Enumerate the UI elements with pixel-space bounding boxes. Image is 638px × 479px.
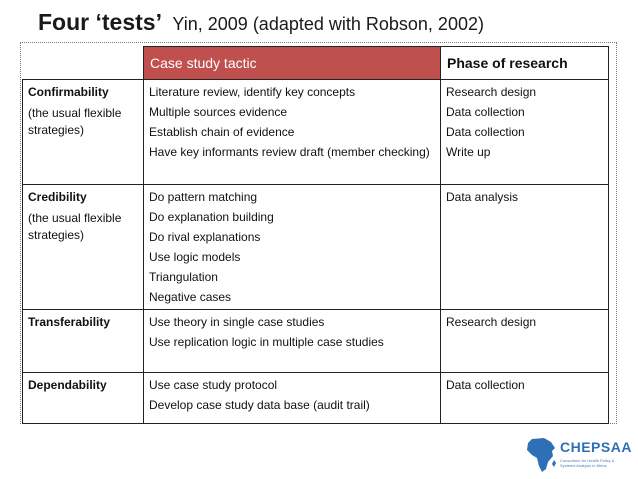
tactic-item: Develop case study data base (audit trail) (149, 398, 370, 412)
test-cell (23, 310, 144, 373)
test-name: Credibility (28, 190, 87, 204)
test-name: Transferability (28, 315, 111, 329)
header-blank-cell (23, 47, 144, 80)
test-cell (23, 185, 144, 310)
tactic-item: Negative cases (149, 290, 232, 304)
tactic-item: Use replication logic in multiple case studies (149, 335, 384, 349)
table-header-row (23, 47, 609, 80)
phase-item: Research design (446, 85, 537, 99)
tactic-item: Do explanation building (149, 210, 274, 224)
tactics-cell (144, 185, 441, 310)
tactics-cell (144, 310, 441, 373)
phase-cell (441, 310, 609, 373)
table-row-transferability (23, 310, 609, 373)
title-main: Four ‘tests’ (38, 9, 162, 35)
tactic-item: Use logic models (149, 250, 241, 264)
tactic-item: Literature review, identify key concepts (149, 85, 356, 99)
phase-item: Data collection (446, 125, 525, 139)
header-case-study-tactic: Case study tactic (144, 47, 441, 80)
title-citation: Yin, 2009 (adapted with Robson, 2002) (172, 14, 484, 34)
test-note: (the usual flexible strategies) (28, 211, 122, 242)
africa-map-icon (524, 436, 558, 474)
table-row-confirmability (23, 80, 609, 185)
chepsaa-logo (524, 436, 632, 474)
tests-table (22, 46, 609, 424)
table-row-dependability (23, 373, 609, 424)
phase-cell (441, 80, 609, 185)
phase-item: Research design (446, 315, 537, 329)
tactic-item: Do rival explanations (149, 230, 261, 244)
tactic-item: Do pattern matching (149, 190, 258, 204)
header-phase-of-research: Phase of research (441, 47, 609, 80)
tactics-cell (144, 80, 441, 185)
tactic-item: Triangulation (149, 270, 218, 284)
phase-item: Data collection (446, 105, 525, 119)
phase-cell (441, 185, 609, 310)
test-cell (23, 373, 144, 424)
tactic-item: Use theory in single case studies (149, 315, 325, 329)
tactic-item: Establish chain of evidence (149, 125, 295, 139)
test-name: Dependability (28, 378, 107, 392)
tactic-item: Use case study protocol (149, 378, 278, 392)
tactic-item: Multiple sources evidence (149, 105, 288, 119)
test-note: (the usual flexible strategies) (28, 106, 122, 137)
tactics-cell (144, 373, 441, 424)
phase-item: Write up (446, 145, 491, 159)
tactic-item: Have key informants review draft (member checking) (149, 145, 430, 159)
test-cell (23, 80, 144, 185)
phase-cell (441, 373, 609, 424)
phase-item: Data analysis (446, 190, 519, 204)
phase-item: Data collection (446, 378, 525, 392)
slide-title (38, 9, 484, 36)
table-row-credibility (23, 185, 609, 310)
logo-name: CHEPSAA (560, 439, 632, 455)
logo-tagline: Consortium for Health Policy & Systems Analysis in Africa (560, 458, 615, 468)
test-name: Confirmability (28, 85, 109, 99)
